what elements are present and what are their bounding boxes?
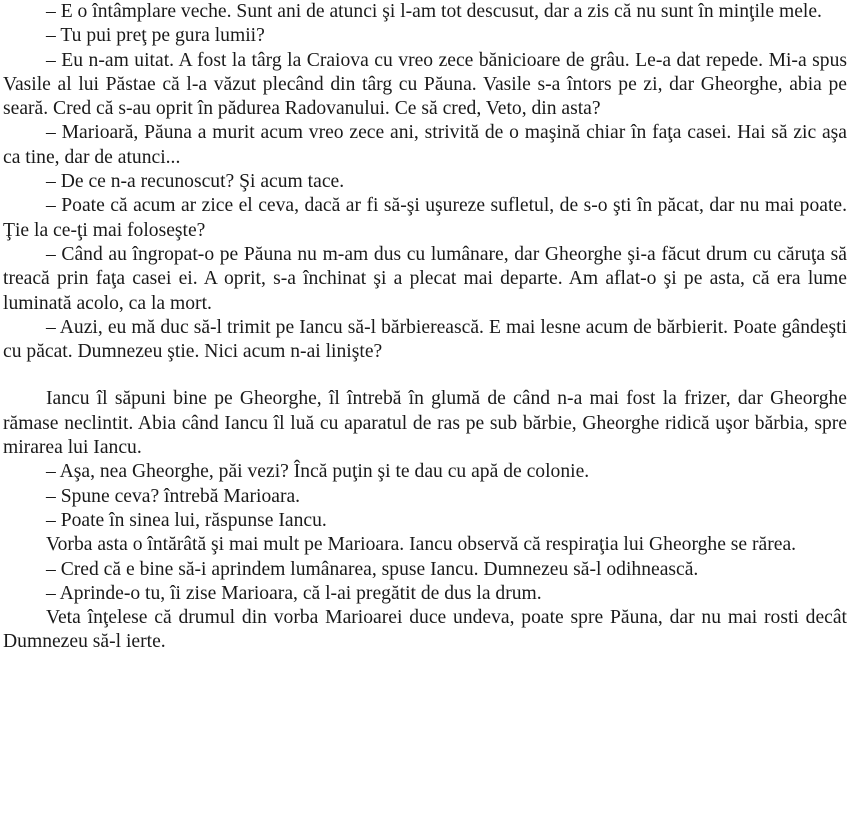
paragraph: – Când au îngropat-o pe Păuna nu m-am dus cu lumânare, dar Gheorghe şi-a făcut drum cu căruţa să treacă prin faţa casei ei. A oprit, s-a închinat şi a plecat mai departe. Am aflat-o şi pe asta, că era lume luminată acolo, ca la mort. (3, 243, 847, 314)
paragraph: – Auzi, eu mă duc să-l trimit pe Iancu să-l bărbierească. E mai lesne acum de bărbierit. Poate gândeşti cu păcat. Dumnezeu ştie. Nici acum n-ai linişte? (3, 316, 847, 363)
paragraph: – Marioară, Păuna a murit acum vreo zece ani, strivită de o maşină chiar în faţa casei. Hai să zic aşa ca tine, dar de atunci... (3, 122, 847, 168)
paragraph: – Aşa, nea Gheorghe, păi vezi? Încă puţin şi te dau cu apă de colonie. (46, 461, 590, 483)
paragraph: – Poate că acum ar zice el ceva, dacă ar fi să-şi uşureze sufletul, de s-o şti în păcat, dar nu mai poate. Ţie la ce-ţi mai foloseşte? (3, 195, 847, 241)
paragraph: – Eu n-am uitat. A fost la târg la Craiova cu vreo zece bănicioare de grâu. Le-a dat repede. Mi-a spus Vasile al lui Păstae că l-a văzut plecând din târg cu Păuna. Vasile s-a întors pe zi, dar Gheorghe, abia pe seară. Cred că s-au oprit în pădurea Radovanului. Ce să cred, Veto, din asta? (3, 49, 847, 120)
paragraph: Veta înţelese că drumul din vorba Marioarei duce undeva, poate spre Păuna, dar nu mai rosti decât Dumnezeu să-l ierte. (3, 607, 847, 653)
paragraph: – Poate în sinea lui, răspunse Iancu. (46, 509, 327, 531)
paragraph: – Cred că e bine să-i aprindem lumânarea, spuse Iancu. Dumnezeu să-l odihnească. (46, 558, 699, 580)
paragraph: – De ce n-a recunoscut? Şi acum tace. (46, 171, 345, 193)
paragraph: – Spune ceva? întrebă Marioara. (46, 485, 301, 507)
paragraph: Vorba asta o întărâtă şi mai mult pe Marioara. Iancu observă că respiraţia lui Gheorghe se rărea. (46, 534, 797, 556)
paragraph: Iancu îl săpuni bine pe Gheorghe, îl întrebă în glumă de când n-a mai fost la frizer, dar Gheorghe rămase neclintit. Abia când Iancu îl luă cu aparatul de ras pe sub bărbie, Gheorghe ridică uşor bărbia, spre mirarea lui Iancu. (3, 388, 847, 459)
paragraph: – Tu pui preţ pe gura lumii? (46, 25, 265, 47)
document-page (3, 0, 847, 655)
paragraph: – E o întâmplare veche. Sunt ani de atunci şi l-am tot descusut, dar a zis că nu sunt în minţile mele. (46, 1, 822, 22)
paragraph: – Aprinde-o tu, îi zise Marioara, că l-ai pregătit de dus la drum. (46, 582, 542, 604)
